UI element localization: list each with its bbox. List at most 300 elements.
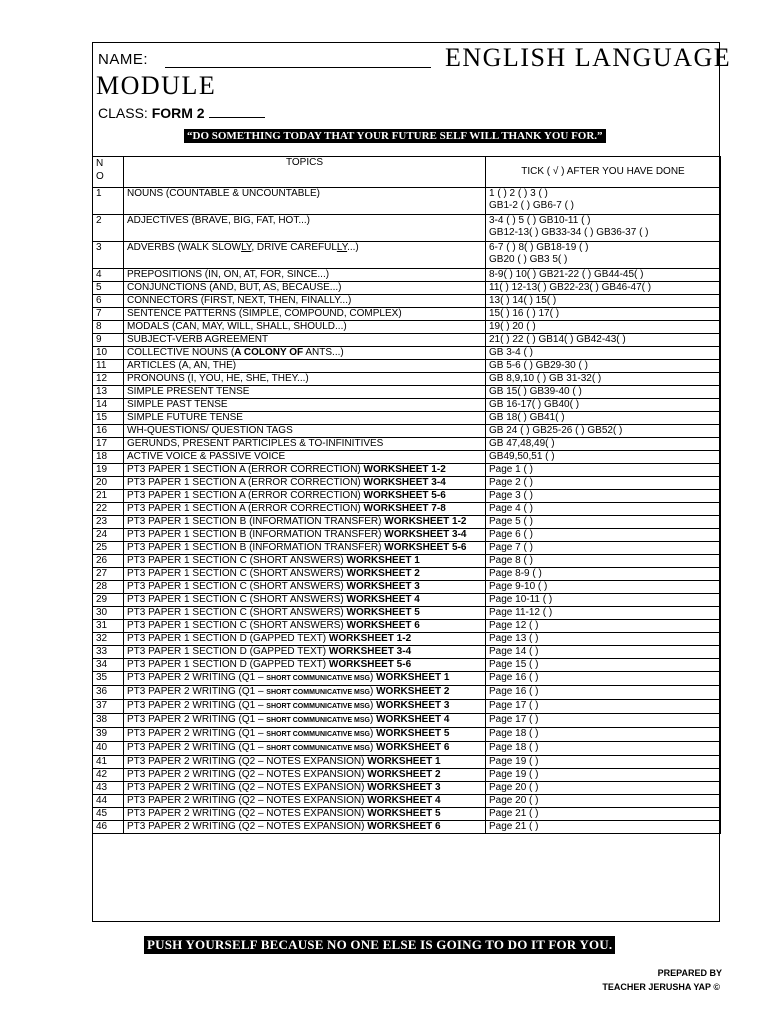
tick-boxes[interactable]: GB 47,48,49( ) xyxy=(489,438,555,449)
topic-text: PT3 PAPER 2 WRITING (Q1 – xyxy=(127,714,267,725)
row-tick-cell[interactable] xyxy=(486,808,721,821)
table-row xyxy=(93,581,721,594)
table-row xyxy=(93,269,721,282)
tick-boxes[interactable]: GB49,50,51 ( ) xyxy=(489,451,555,462)
row-tick-cell[interactable] xyxy=(486,360,721,373)
row-number: 13 xyxy=(93,386,124,399)
table-row xyxy=(93,756,721,769)
topic-text: GERUNDS, PRESENT PARTICIPLES & TO-INFINITIVES xyxy=(127,438,384,449)
prepared-by-label: PREPARED BY xyxy=(657,968,722,978)
topic-text: PT3 PAPER 1 SECTION B (INFORMATION TRANSFER) xyxy=(127,529,385,540)
row-topic xyxy=(124,607,486,620)
col-topics-header: TOPICS xyxy=(124,157,486,188)
tick-boxes[interactable]: Page 17 ( ) xyxy=(489,714,539,725)
row-topic xyxy=(124,594,486,607)
class-blank-line xyxy=(209,117,265,118)
row-tick-cell[interactable] xyxy=(486,795,721,808)
tick-boxes[interactable]: Page 20 ( ) xyxy=(489,795,539,806)
tick-boxes[interactable]: Page 14 ( ) xyxy=(489,646,539,657)
row-number: 15 xyxy=(93,412,124,425)
row-topic xyxy=(124,742,486,756)
row-number: 16 xyxy=(93,425,124,438)
tick-boxes[interactable]: Page 2 ( ) xyxy=(489,477,533,488)
row-tick-cell[interactable] xyxy=(486,581,721,594)
worksheet-label: WORKSHEET 1-2 xyxy=(328,633,412,644)
worksheet-label: WORKSHEET 5-6 xyxy=(384,542,467,553)
row-topic xyxy=(124,347,486,360)
row-tick-cell[interactable] xyxy=(486,594,721,607)
row-topic xyxy=(124,756,486,769)
topic-text-end: ) xyxy=(370,686,377,697)
table-row xyxy=(93,555,721,568)
worksheet-label: WORKSHEET 3 xyxy=(376,700,450,711)
topic-text-mid: , DRIVE CAREFUL xyxy=(251,242,337,253)
row-tick-cell[interactable] xyxy=(486,633,721,646)
row-number: 28 xyxy=(93,581,124,594)
row-topic xyxy=(124,821,486,834)
table-row xyxy=(93,295,721,308)
motivational-quote: “DO SOMETHING TODAY THAT YOUR FUTURE SELF WILL THANK YOU FOR.” xyxy=(184,129,606,143)
row-number: 22 xyxy=(93,503,124,516)
col-no-header xyxy=(93,157,124,188)
table-row xyxy=(93,334,721,347)
table-row xyxy=(93,782,721,795)
row-number: 37 xyxy=(93,700,124,714)
row-tick-cell[interactable] xyxy=(486,334,721,347)
tick-boxes[interactable]: Page 8-9 ( ) xyxy=(489,568,542,579)
row-number: 23 xyxy=(93,516,124,529)
module-header xyxy=(93,43,732,159)
table-row xyxy=(93,308,721,321)
tick-boxes[interactable]: Page 9-10 ( ) xyxy=(489,581,548,592)
row-tick-cell[interactable] xyxy=(486,646,721,659)
row-number: 45 xyxy=(93,808,124,821)
worksheet-label: WORKSHEET 7-8 xyxy=(363,503,446,514)
tick-boxes[interactable]: GB 5-6 ( ) GB29-30 ( ) xyxy=(489,360,588,371)
table-row xyxy=(93,607,721,620)
table-row xyxy=(93,568,721,581)
row-number: 1 xyxy=(93,188,124,215)
row-tick-cell[interactable] xyxy=(486,659,721,672)
worksheet-label: WORKSHEET 3-4 xyxy=(328,646,412,657)
tick-boxes[interactable]: 19( ) 20 ( ) xyxy=(489,321,536,332)
row-tick-cell[interactable] xyxy=(486,555,721,568)
row-topic xyxy=(124,646,486,659)
row-tick-cell[interactable] xyxy=(486,728,721,742)
class-value: FORM 2 xyxy=(151,105,205,121)
tick-boxes[interactable]: GB 15( ) GB39-40 ( ) xyxy=(489,386,582,397)
topic-small-caps: SHORT COMMUNICATIVE MSG xyxy=(266,703,370,710)
row-number: 29 xyxy=(93,594,124,607)
topic-text: PRONOUNS (I, YOU, HE, SHE, THEY...) xyxy=(127,373,309,384)
row-tick-cell[interactable] xyxy=(486,451,721,464)
table-row xyxy=(93,516,721,529)
row-tick-cell[interactable] xyxy=(486,620,721,633)
worksheet-label: WORKSHEET 5 xyxy=(346,607,420,618)
worksheet-label: WORKSHEET 1 xyxy=(376,672,450,683)
row-number: 31 xyxy=(93,620,124,633)
tick-boxes[interactable]: Page 11-12 ( ) xyxy=(489,607,553,618)
worksheet-label: WORKSHEET 1-2 xyxy=(384,516,467,527)
table-row xyxy=(93,742,721,756)
tick-boxes[interactable]: Page 15 ( ) xyxy=(489,659,539,670)
topic-text: PT3 PAPER 2 WRITING (Q1 – xyxy=(127,742,267,753)
topic-text: ACTIVE VOICE & PASSIVE VOICE xyxy=(127,451,286,462)
tick-boxes[interactable]: Page 16 ( ) xyxy=(489,686,539,697)
table-row xyxy=(93,714,721,728)
table-row xyxy=(93,438,721,451)
row-tick-cell[interactable] xyxy=(486,215,721,242)
topic-small-caps: SHORT COMMUNICATIVE MSG xyxy=(266,745,370,752)
topic-text: SENTENCE PATTERNS (SIMPLE, COMPOUND, COMPLEX) xyxy=(127,308,402,319)
topic-small-caps: SHORT COMMUNICATIVE MSG xyxy=(266,689,370,696)
row-tick-cell[interactable] xyxy=(486,295,721,308)
tick-boxes[interactable]: 21( ) 22 ( ) GB14( ) GB42-43( ) xyxy=(489,334,626,345)
row-tick-cell[interactable] xyxy=(486,282,721,295)
table-row xyxy=(93,594,721,607)
row-topic xyxy=(124,529,486,542)
tick-boxes[interactable]: GB 3-4 ( ) xyxy=(489,347,533,358)
row-number: 6 xyxy=(93,295,124,308)
row-topic xyxy=(124,808,486,821)
row-number: 7 xyxy=(93,308,124,321)
row-topic xyxy=(124,399,486,412)
worksheet-label: WORKSHEET 5 xyxy=(376,728,450,739)
worksheet-label: WORKSHEET 3 xyxy=(346,581,420,592)
row-tick-cell[interactable] xyxy=(486,308,721,321)
topic-underline: LY xyxy=(336,242,348,253)
topic-text: PT3 PAPER 2 WRITING (Q2 – NOTES EXPANSION) xyxy=(127,795,368,806)
table-row xyxy=(93,242,721,269)
row-number: 33 xyxy=(93,646,124,659)
topic-text: PT3 PAPER 2 WRITING (Q1 – xyxy=(127,700,267,711)
table-row xyxy=(93,347,721,360)
row-tick-cell[interactable] xyxy=(486,568,721,581)
title-line-1: ENGLISH LANGUAGE xyxy=(445,43,732,72)
tick-boxes[interactable]: Page 20 ( ) xyxy=(489,782,539,793)
table-row xyxy=(93,672,721,686)
tick-boxes[interactable]: GB 18( ) GB41( ) xyxy=(489,412,565,423)
worksheet-label: WORKSHEET 2 xyxy=(346,568,420,579)
row-tick-cell[interactable] xyxy=(486,373,721,386)
row-tick-cell[interactable] xyxy=(486,607,721,620)
row-number: 10 xyxy=(93,347,124,360)
tick-boxes[interactable]: Page 7 ( ) xyxy=(489,542,533,553)
topic-small-caps: SHORT COMMUNICATIVE MSG xyxy=(266,731,370,738)
row-tick-cell[interactable] xyxy=(486,464,721,477)
row-topic xyxy=(124,795,486,808)
tick-boxes[interactable]: Page 17 ( ) xyxy=(489,700,539,711)
worksheet-label: WORKSHEET 4 xyxy=(367,795,441,806)
row-tick-cell[interactable] xyxy=(486,321,721,334)
worksheet-label: WORKSHEET 6 xyxy=(346,620,420,631)
tick-boxes[interactable]: 8-9( ) 10( ) GB21-22 ( ) GB44-45( ) xyxy=(489,269,644,280)
tick-boxes[interactable]: Page 13 ( ) xyxy=(489,633,539,644)
worksheet-label: WORKSHEET 3-4 xyxy=(363,477,446,488)
topic-text: PT3 PAPER 1 SECTION A (ERROR CORRECTION) xyxy=(127,503,364,514)
tick-boxes[interactable]: GB 24 ( ) GB25-26 ( ) GB52( ) xyxy=(489,425,623,436)
tick-boxes[interactable]: Page 19 ( ) xyxy=(489,769,539,780)
row-tick-cell[interactable] xyxy=(486,412,721,425)
topic-text: ADVERBS (WALK SLOW xyxy=(127,242,242,253)
tick-boxes[interactable]: 13( ) 14( ) 15( ) xyxy=(489,295,557,306)
row-topic xyxy=(124,490,486,503)
table-row xyxy=(93,503,721,516)
row-tick-cell[interactable] xyxy=(486,242,721,269)
table-row xyxy=(93,795,721,808)
row-topic xyxy=(124,728,486,742)
row-tick-cell[interactable] xyxy=(486,516,721,529)
row-tick-cell[interactable] xyxy=(486,425,721,438)
table-row xyxy=(93,399,721,412)
row-number: 20 xyxy=(93,477,124,490)
topic-text: SIMPLE FUTURE TENSE xyxy=(127,412,243,423)
row-tick-cell[interactable] xyxy=(486,672,721,686)
worksheet-label: WORKSHEET 1 xyxy=(367,756,441,767)
row-tick-cell[interactable] xyxy=(486,821,721,834)
row-number: 3 xyxy=(93,242,124,269)
tick-boxes[interactable]: 15( ) 16 ( ) 17( ) xyxy=(489,308,560,319)
row-tick-cell[interactable] xyxy=(486,782,721,795)
topic-text: PT3 PAPER 1 SECTION C (SHORT ANSWERS) xyxy=(127,581,347,592)
tick-boxes[interactable]: Page 1 ( ) xyxy=(489,464,533,475)
topic-text: COLLECTIVE NOUNS ( xyxy=(127,347,235,358)
row-tick-cell[interactable] xyxy=(486,742,721,756)
row-number: 24 xyxy=(93,529,124,542)
worksheet-label: WORKSHEET 5-6 xyxy=(363,490,446,501)
row-topic xyxy=(124,295,486,308)
worksheet-label: WORKSHEET 2 xyxy=(367,769,441,780)
teacher-name: TEACHER JERUSHA YAP © xyxy=(602,982,720,992)
tick-boxes[interactable]: Page 16 ( ) xyxy=(489,672,539,683)
topic-text: PT3 PAPER 1 SECTION C (SHORT ANSWERS) xyxy=(127,555,347,566)
title-line-2: MODULE xyxy=(96,71,217,100)
topic-bold: A COLONY OF xyxy=(234,347,304,358)
table-row xyxy=(93,620,721,633)
row-tick-cell[interactable] xyxy=(486,503,721,516)
row-topic xyxy=(124,714,486,728)
row-number: 2 xyxy=(93,215,124,242)
table-row xyxy=(93,769,721,782)
tick-boxes[interactable]: Page 21 ( ) xyxy=(489,821,539,832)
row-topic xyxy=(124,438,486,451)
row-tick-cell[interactable] xyxy=(486,756,721,769)
row-tick-cell[interactable] xyxy=(486,386,721,399)
topic-text: ARTICLES (A, AN, THE) xyxy=(127,360,237,371)
tick-boxes[interactable]: Page 10-11 ( ) xyxy=(489,594,553,605)
topic-text-end: ) xyxy=(370,714,377,725)
worksheet-label: WORKSHEET 1 xyxy=(346,555,420,566)
tick-boxes[interactable]: Page 5 ( ) xyxy=(489,516,533,527)
row-topic xyxy=(124,321,486,334)
tick-boxes[interactable]: Page 4 ( ) xyxy=(489,503,533,514)
tick-boxes-line2[interactable]: GB1-2 ( ) GB6-7 ( ) xyxy=(489,200,575,211)
row-topic xyxy=(124,464,486,477)
topic-text: CONNECTORS (FIRST, NEXT, THEN, FINALLY...) xyxy=(127,295,352,306)
tick-boxes[interactable]: Page 12 ( ) xyxy=(489,620,539,631)
topic-text-end: ANTS...) xyxy=(303,347,344,358)
table-row xyxy=(93,542,721,555)
row-number: 26 xyxy=(93,555,124,568)
table-row xyxy=(93,321,721,334)
topics-table xyxy=(92,156,721,834)
row-topic xyxy=(124,360,486,373)
tick-boxes[interactable]: 1 ( ) 2 ( ) 3 ( ) xyxy=(489,188,548,199)
topic-text: PT3 PAPER 1 SECTION C (SHORT ANSWERS) xyxy=(127,607,347,618)
row-number: 25 xyxy=(93,542,124,555)
table-row xyxy=(93,425,721,438)
row-tick-cell[interactable] xyxy=(486,188,721,215)
table-row xyxy=(93,728,721,742)
row-topic xyxy=(124,425,486,438)
topic-text: PT3 PAPER 2 WRITING (Q2 – NOTES EXPANSION) xyxy=(127,821,368,832)
tick-boxes[interactable]: Page 18 ( ) xyxy=(489,742,539,753)
topic-text: PT3 PAPER 2 WRITING (Q2 – NOTES EXPANSION) xyxy=(127,756,368,767)
tick-boxes[interactable]: GB 8,9,10 ( ) GB 31-32( ) xyxy=(489,373,602,384)
table-row xyxy=(93,686,721,700)
row-tick-cell[interactable] xyxy=(486,347,721,360)
row-topic xyxy=(124,269,486,282)
table-row xyxy=(93,633,721,646)
row-topic xyxy=(124,188,486,215)
col-no-label: NO xyxy=(96,158,104,182)
worksheet-label: WORKSHEET 3-4 xyxy=(384,529,467,540)
worksheet-label: WORKSHEET 1-2 xyxy=(363,464,446,475)
tick-boxes-line2[interactable]: GB20 ( ) GB3 5( ) xyxy=(489,254,568,265)
table-row xyxy=(93,490,721,503)
row-topic xyxy=(124,477,486,490)
footer-motto: PUSH YOURSELF BECAUSE NO ONE ELSE IS GOING TO DO IT FOR YOU. xyxy=(144,936,615,954)
row-topic xyxy=(124,782,486,795)
row-number: 19 xyxy=(93,464,124,477)
row-number: 14 xyxy=(93,399,124,412)
tick-boxes[interactable]: GB 16-17( ) GB40( ) xyxy=(489,399,580,410)
table-row xyxy=(93,659,721,672)
row-number: 32 xyxy=(93,633,124,646)
topic-text: PT3 PAPER 1 SECTION D (GAPPED TEXT) xyxy=(127,646,329,657)
row-tick-cell[interactable] xyxy=(486,399,721,412)
topic-text: PT3 PAPER 1 SECTION A (ERROR CORRECTION) xyxy=(127,490,364,501)
row-topic xyxy=(124,542,486,555)
topic-text: NOUNS (COUNTABLE & UNCOUNTABLE) xyxy=(127,188,320,199)
row-number: 17 xyxy=(93,438,124,451)
topic-text-end: ) xyxy=(370,700,377,711)
topic-text: PT3 PAPER 2 WRITING (Q1 – xyxy=(127,728,267,739)
row-topic xyxy=(124,242,486,269)
name-blank-line xyxy=(165,67,431,68)
row-number: 38 xyxy=(93,714,124,728)
topic-text: SUBJECT-VERB AGREEMENT xyxy=(127,334,269,345)
table-row xyxy=(93,700,721,714)
row-topic xyxy=(124,386,486,399)
tick-boxes-line2[interactable]: GB12-13( ) GB33-34 ( ) GB36-37 ( ) xyxy=(489,227,649,238)
topic-text-end: ) xyxy=(370,672,377,683)
tick-boxes[interactable]: Page 6 ( ) xyxy=(489,529,533,540)
row-number: 5 xyxy=(93,282,124,295)
module-page xyxy=(92,42,732,922)
row-tick-cell[interactable] xyxy=(486,438,721,451)
row-topic xyxy=(124,700,486,714)
row-tick-cell[interactable] xyxy=(486,686,721,700)
topic-text: PT3 PAPER 1 SECTION B (INFORMATION TRANSFER) xyxy=(127,542,385,553)
row-number: 11 xyxy=(93,360,124,373)
topic-text: MODALS (CAN, MAY, WILL, SHALL, SHOULD...) xyxy=(127,321,347,332)
row-tick-cell[interactable] xyxy=(486,714,721,728)
tick-boxes[interactable]: 3-4 ( ) 5 ( ) GB10-11 ( ) xyxy=(489,215,591,226)
row-tick-cell[interactable] xyxy=(486,769,721,782)
topic-text: PT3 PAPER 1 SECTION D (GAPPED TEXT) xyxy=(127,659,329,670)
tick-boxes[interactable]: Page 18 ( ) xyxy=(489,728,539,739)
row-number: 46 xyxy=(93,821,124,834)
class-row xyxy=(98,105,265,121)
topic-text-end: ) xyxy=(370,728,377,739)
tick-boxes[interactable]: 6-7 ( ) 8( ) GB18-19 ( ) xyxy=(489,242,589,253)
worksheet-label: WORKSHEET 3 xyxy=(367,782,441,793)
row-topic xyxy=(124,568,486,581)
row-tick-cell[interactable] xyxy=(486,269,721,282)
row-number: 40 xyxy=(93,742,124,756)
row-topic xyxy=(124,620,486,633)
worksheet-label: WORKSHEET 6 xyxy=(367,821,441,832)
row-topic xyxy=(124,633,486,646)
row-number: 36 xyxy=(93,686,124,700)
name-label: NAME: xyxy=(98,51,149,68)
row-tick-cell[interactable] xyxy=(486,477,721,490)
row-topic xyxy=(124,412,486,425)
row-tick-cell[interactable] xyxy=(486,542,721,555)
topic-text: PT3 PAPER 2 WRITING (Q2 – NOTES EXPANSION) xyxy=(127,808,368,819)
row-tick-cell[interactable] xyxy=(486,700,721,714)
topic-text: WH-QUESTIONS/ QUESTION TAGS xyxy=(127,425,293,436)
row-number: 18 xyxy=(93,451,124,464)
row-topic xyxy=(124,516,486,529)
tick-boxes[interactable]: Page 21 ( ) xyxy=(489,808,539,819)
table-row xyxy=(93,412,721,425)
tick-boxes[interactable]: Page 3 ( ) xyxy=(489,490,533,501)
topic-text: PT3 PAPER 1 SECTION C (SHORT ANSWERS) xyxy=(127,568,347,579)
topic-text: PT3 PAPER 2 WRITING (Q2 – NOTES EXPANSION) xyxy=(127,782,368,793)
row-topic xyxy=(124,659,486,672)
topic-small-caps: SHORT COMMUNICATIVE MSG xyxy=(266,675,370,682)
tick-boxes[interactable]: Page 19 ( ) xyxy=(489,756,539,767)
row-topic xyxy=(124,555,486,568)
topic-text: PT3 PAPER 1 SECTION C (SHORT ANSWERS) xyxy=(127,594,347,605)
tick-boxes[interactable]: Page 8 ( ) xyxy=(489,555,533,566)
row-tick-cell[interactable] xyxy=(486,529,721,542)
row-number: 9 xyxy=(93,334,124,347)
row-number: 12 xyxy=(93,373,124,386)
topic-underline: LY xyxy=(241,242,252,253)
row-topic xyxy=(124,581,486,594)
class-label: CLASS: xyxy=(98,105,152,121)
row-topic xyxy=(124,503,486,516)
row-number: 30 xyxy=(93,607,124,620)
row-number: 8 xyxy=(93,321,124,334)
topic-text-end: ...) xyxy=(347,242,359,253)
topic-text: PT3 PAPER 1 SECTION D (GAPPED TEXT) xyxy=(127,633,329,644)
table-row xyxy=(93,282,721,295)
row-topic xyxy=(124,769,486,782)
worksheet-label: WORKSHEET 5-6 xyxy=(328,659,412,670)
row-tick-cell[interactable] xyxy=(486,490,721,503)
tick-boxes[interactable]: 11( ) 12-13( ) GB22-23( ) GB46-47( ) xyxy=(489,282,652,293)
table-row xyxy=(93,529,721,542)
table-row xyxy=(93,808,721,821)
table-row xyxy=(93,386,721,399)
row-topic xyxy=(124,308,486,321)
table-row xyxy=(93,477,721,490)
table-row xyxy=(93,373,721,386)
